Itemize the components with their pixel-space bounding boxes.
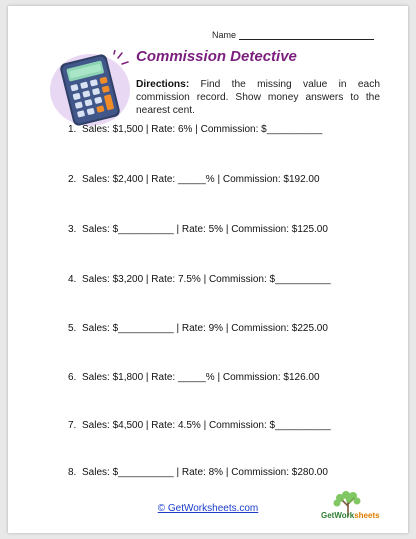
logo-text-part1: GetWork [321,511,355,520]
tree-logo-icon [312,490,384,530]
problem-item[interactable] [68,467,328,478]
problem-item[interactable] [68,224,328,235]
problem-number: 7. [68,420,77,431]
problem-text: Sales: $1,800 | Rate: _____% | Commission: $126.00 [82,372,320,383]
problem-item[interactable] [68,372,320,383]
problem-text: Sales: $4,500 | Rate: 4.5% | Commission: $__________ [82,420,331,431]
worksheet-page [8,6,408,533]
name-field[interactable] [212,30,374,40]
problem-item[interactable] [68,174,320,185]
problem-number: 1. [68,124,77,135]
problem-text: Sales: $__________ | Rate: 9% | Commission: $225.00 [82,323,328,334]
directions-block [136,78,380,117]
name-blank-line[interactable] [239,30,374,40]
directions-label: Directions: [136,79,190,90]
problem-item[interactable] [68,124,322,135]
problem-text: Sales: $__________ | Rate: 5% | Commission: $125.00 [82,224,328,235]
calculator-icon [48,50,132,128]
problem-number: 3. [68,224,77,235]
logo-text [321,511,380,520]
problem-item[interactable] [68,323,328,334]
problem-item[interactable] [68,420,331,431]
problem-number: 4. [68,274,77,285]
problem-text: Sales: $__________ | Rate: 8% | Commission: $280.00 [82,467,328,478]
problem-number: 5. [68,323,77,334]
logo-text-part2: sheets [354,511,380,520]
problem-number: 8. [68,467,77,478]
problem-text: Sales: $1,500 | Rate: 6% | Commission: $__________ [82,124,323,135]
getworksheets-link[interactable]: © GetWorksheets.com [157,503,259,514]
name-label: Name [212,30,237,40]
problem-number: 2. [68,174,77,185]
problem-number: 6. [68,372,77,383]
problem-item[interactable] [68,274,331,285]
problem-text: Sales: $3,200 | Rate: 7.5% | Commission: $__________ [82,274,331,285]
directions-text: Find the missing value in each commission record. Show money answers to the nearest cent. [136,79,380,116]
worksheet-title: Commission Detective [136,48,297,65]
problem-text: Sales: $2,400 | Rate: _____% | Commission: $192.00 [82,174,320,185]
